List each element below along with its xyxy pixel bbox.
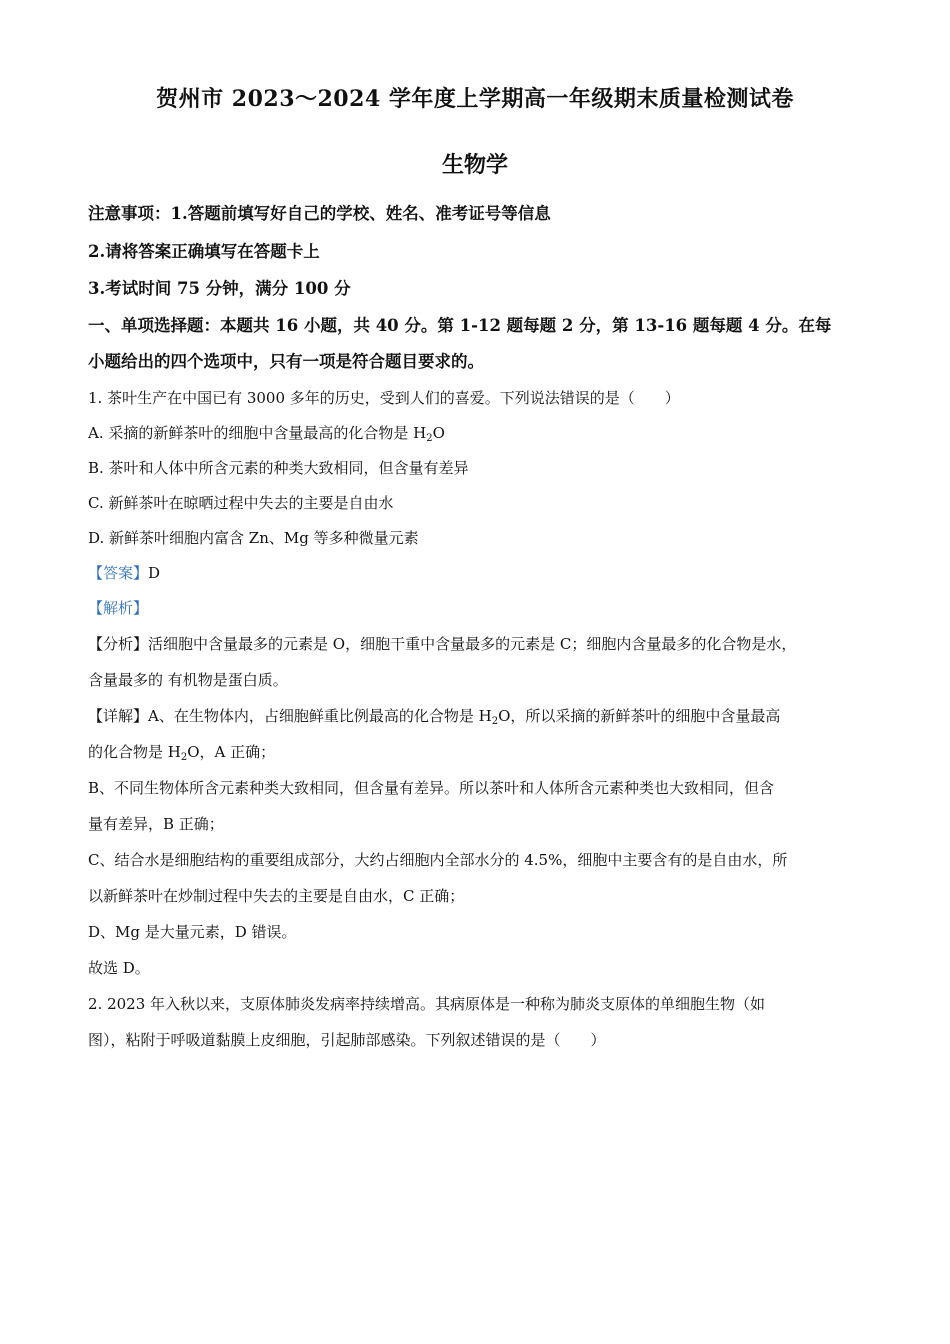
section-heading-line-1: 一、单项选择题：本题共 16 小题，共 40 分。第 1-12 题每题 2 分，第 13-16 题每题 4 分。在每	[88, 316, 832, 335]
conclusion-line: 故选 D。	[88, 959, 150, 977]
xiangjie-label: 【详解】	[88, 707, 149, 725]
detail-a2-text: 的化合物是 H	[88, 743, 181, 761]
fenxi-label: 【分析】	[88, 635, 149, 653]
subject-title: 生物学	[441, 152, 508, 178]
detail-a-text-end: O，所以采摘的新鲜茶叶的细胞中含量最高	[498, 707, 781, 725]
option-a-text-end: O	[432, 424, 445, 442]
section-heading-line-2: 小题给出的四个选项中，只有一项是符合题目要求的。	[88, 352, 484, 371]
answer-label: 【答案】	[88, 564, 149, 582]
subscript: 2	[491, 716, 499, 727]
option-a-text: A. 采摘的新鲜茶叶的细胞中含量最高的化合物是 H	[88, 424, 427, 442]
detail-a-line-1	[88, 706, 868, 732]
exam-title: 贺州市 2023～2024 学年度上学期高一年级期末质量检测试卷	[156, 86, 794, 112]
fenxi-line-2: 含量最多的 有机物是蛋白质。	[88, 671, 288, 689]
answer-line	[88, 563, 868, 583]
notice-line-1: 注意事项：1.答题前填写好自己的学校、姓名、准考证号等信息	[88, 204, 551, 223]
fenxi-line-1	[88, 634, 868, 654]
answer-value: D	[148, 564, 161, 582]
question-2-stem-line-2: 图），粘附于呼吸道黏膜上皮细胞，引起肺部感染。下列叙述错误的是（ ）	[88, 1031, 606, 1049]
question-2-stem-line-1: 2. 2023 年入秋以来，支原体肺炎发病率持续增高。其病原体是一种称为肺炎支原体的单细胞生物（如	[88, 995, 766, 1013]
subscript: 2	[426, 433, 433, 444]
analysis-label: 【解析】	[88, 599, 149, 617]
question-1-option-a	[88, 423, 868, 449]
question-1-option-c: C. 新鲜茶叶在晾晒过程中失去的主要是自由水	[88, 494, 394, 512]
fenxi-text: 活细胞中含量最多的元素是 O，细胞干重中含量最多的元素是 C；细胞内含量最多的化合物是水，	[148, 635, 797, 653]
detail-c-line-1: C、结合水是细胞结构的重要组成部分，大约占细胞内全部水分的 4.5%，细胞中主要含有的是自由水，所	[88, 851, 788, 869]
detail-b-line-2: 量有差异，B 正确；	[88, 815, 224, 833]
notice-line-2: 2.请将答案正确填写在答题卡上	[88, 242, 320, 261]
subscript: 2	[180, 752, 188, 763]
question-1-stem: 1. 茶叶生产在中国已有 3000 多年的历史，受到人们的喜爱。下列说法错误的是（ ）	[88, 389, 680, 407]
detail-a-text: A、在生物体内，占细胞鲜重比例最高的化合物是 H	[148, 707, 492, 725]
detail-c-line-2: 以新鲜茶叶在炒制过程中失去的主要是自由水，C 正确；	[88, 887, 465, 905]
notice-line-3: 3.考试时间 75 分钟，满分 100 分	[88, 279, 351, 298]
detail-d-line: D、Mg 是大量元素，D 错误。	[88, 923, 297, 941]
question-1-option-d: D. 新鲜茶叶细胞内富含 Zn、Mg 等多种微量元素	[88, 529, 419, 547]
detail-b-line-1: B、不同生物体所含元素种类大致相同，但含量有差异。所以茶叶和人体所含元素种类也大致相同，但含	[88, 779, 775, 797]
detail-a2-text-end: O，A 正确；	[187, 743, 276, 761]
detail-a-line-2	[88, 742, 868, 768]
question-1-option-b: B. 茶叶和人体中所含元素的种类大致相同，但含量有差异	[88, 459, 469, 477]
